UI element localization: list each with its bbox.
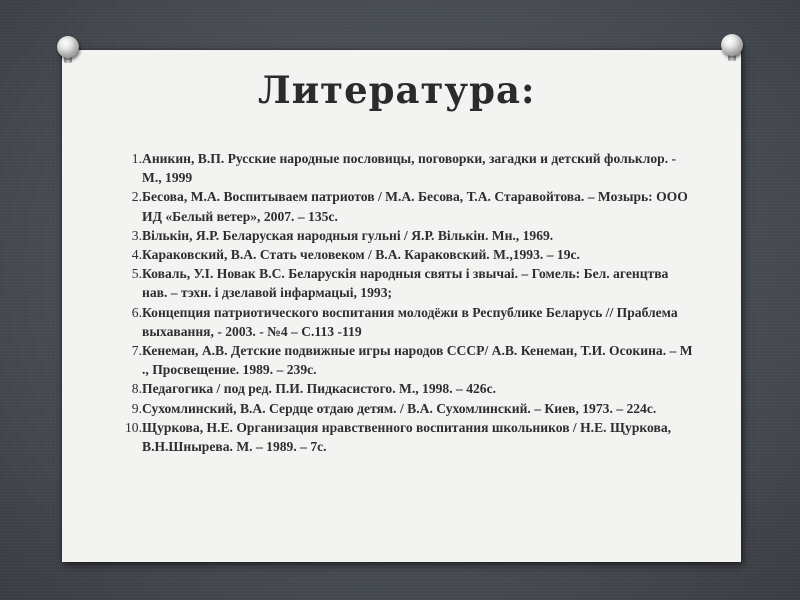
reference-number: 3. [131, 227, 142, 243]
reference-text: Аникин, В.П. Русские народные пословицы, поговорки, загадки и детский фольклор. - М., 1999 [142, 151, 677, 186]
reference-number: 5. [131, 266, 142, 282]
reference-item [96, 264, 696, 302]
reference-item [96, 149, 696, 187]
reference-text: Коваль, У.І. Новак В.С. Беларускія народныя святы і звычаі. – Гомель: Бел. агенцтва нав. – тэхн. і дзелавой інфармацыі, 1993; [142, 266, 669, 301]
reference-number: 1. [131, 151, 142, 166]
reference-text: Бесова, М.А. Воспитываем патриотов / М.А. Бесова, Т.А. Старавойтова. – Мозырь: ООО ИД «Белый ветер», 2007. – 135с. [142, 189, 688, 224]
reference-text: Сухомлинский, В.А. Сердце отдаю детям. / В.А. Сухомлинский. – Киев, 1973. – 224с. [142, 400, 657, 416]
reference-text: Вількін, Я.Р. Беларуская народныя гульні / Я.Р. Вількін. Мн., 1969. [142, 227, 554, 243]
reference-number: 4. [131, 247, 142, 263]
reference-number: 7. [131, 343, 142, 359]
reference-text: Педагогика / под ред. П.И. Пидкасистого. М., 1998. – 426с. [142, 381, 497, 397]
reference-number: 10. [125, 419, 142, 435]
reference-item [96, 341, 696, 379]
push-pin-icon [57, 36, 79, 64]
slide-title: Литература: [258, 68, 536, 112]
reference-text: Концепция патриотического воспитания молодёжи в Республике Беларусь // Праблема выхавання, - 2003. - №4 – С.113 -119 [142, 304, 678, 339]
reference-item [96, 187, 696, 225]
reference-number: 2. [131, 189, 142, 205]
reference-item [96, 226, 696, 245]
reference-item [96, 245, 696, 264]
reference-number: 6. [131, 304, 142, 320]
reference-text: Караковский, В.А. Стать человеком / В.А. Караковский. М.,1993. – 19с. [142, 247, 580, 263]
reference-number: 9. [131, 400, 142, 416]
push-pin-icon [721, 34, 743, 62]
reference-item [96, 418, 696, 456]
reference-item [96, 399, 696, 418]
reference-text: Кенеман, А.В. Детские подвижные игры народов СССР/ А.В. Кенеман, Т.И. Осокина. – М ., Просвещение. 1989. – 239с. [142, 343, 693, 378]
reference-text: Щуркова, Н.Е. Организация нравственного воспитания школьников / Н.Е. Щуркова, В.Н.Шнырева. М. – 1989. – 7с. [142, 419, 672, 455]
reference-item [96, 379, 696, 398]
reference-item [96, 303, 696, 341]
reference-list [96, 149, 696, 456]
reference-number: 8. [131, 381, 142, 397]
